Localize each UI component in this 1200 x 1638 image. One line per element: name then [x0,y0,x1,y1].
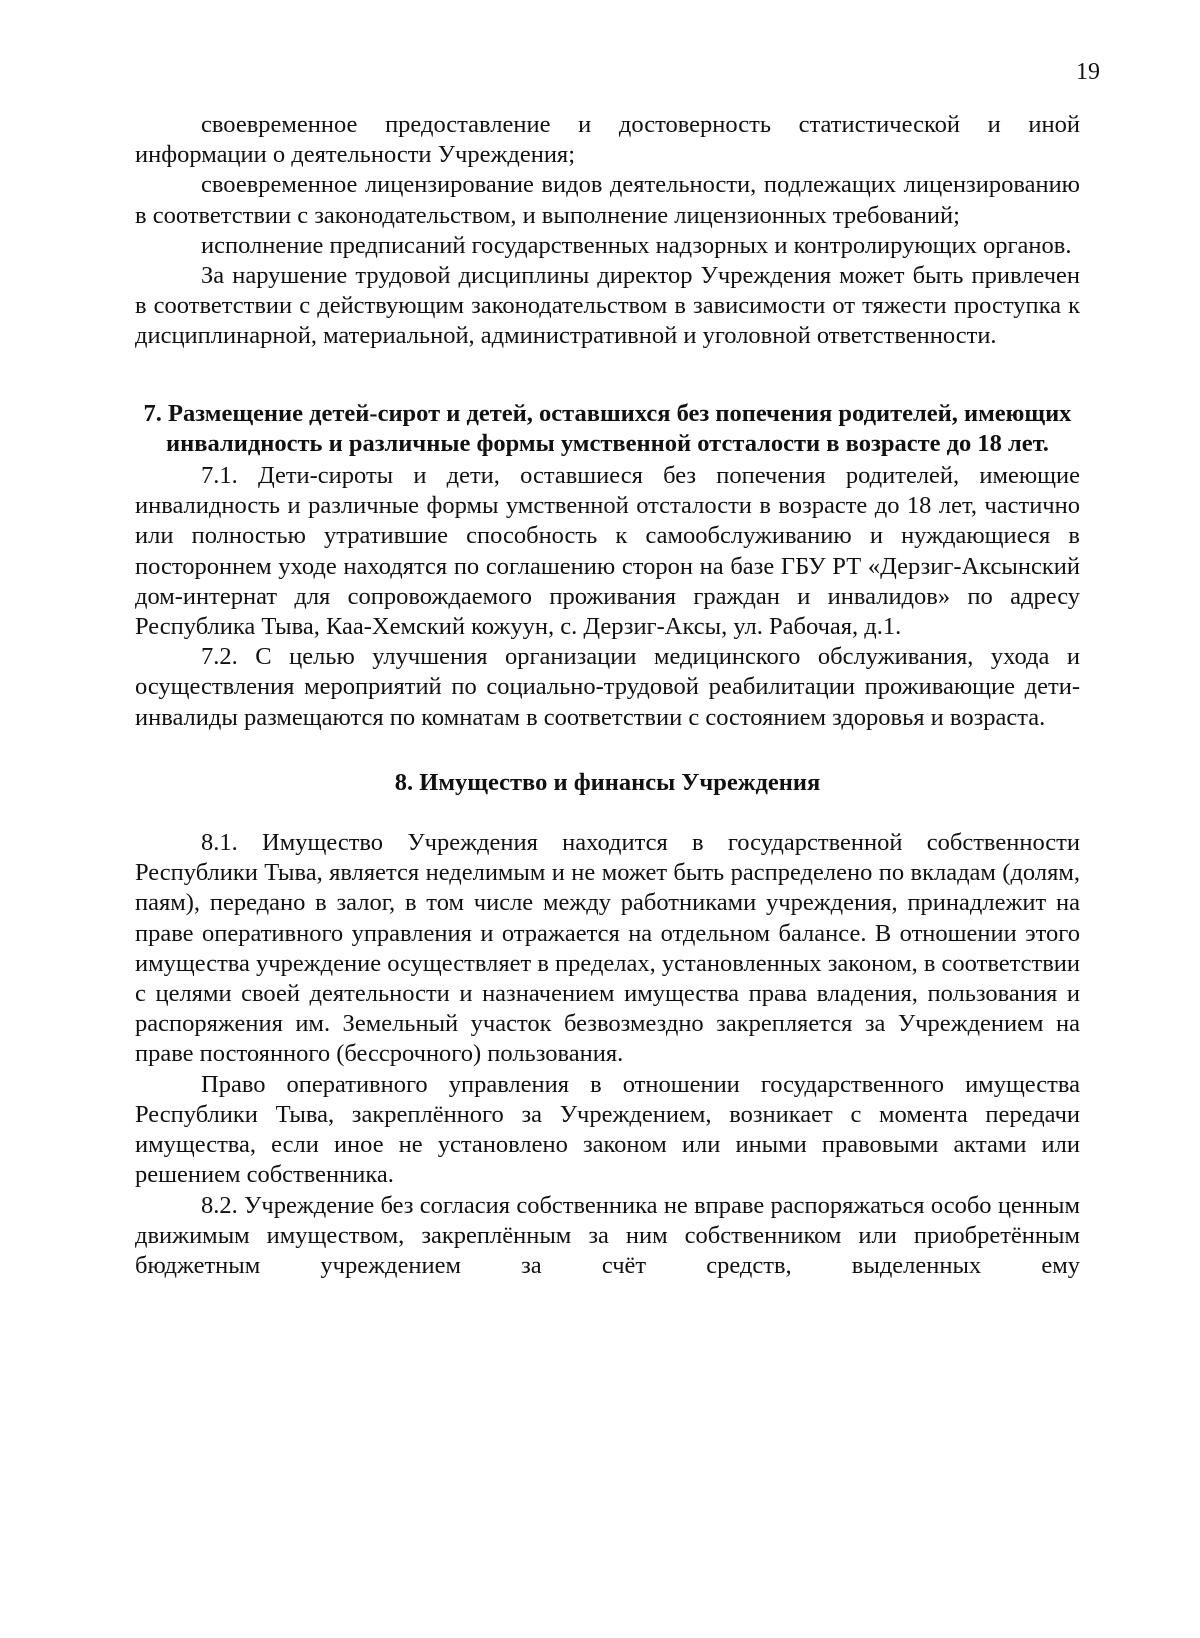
paragraph-7-2: 7.2. С целью улучшения организации медицинского обслуживания, ухода и осуществления мероприятий по социально-трудовой реабилитации проживающие дети-инвалиды размещаются по комнатам в соответствии с состоянием здоровья и возраста. [135,643,1080,731]
paragraph-statistics: своевременное предоставление и достоверность статистической и иной информации о деятельности Учреждения; [135,111,1080,169]
paragraph-8-1: 8.1. Имущество Учреждения находится в государственной собственности Республики Тыва, является неделимым и не может быть распределено по вкладам (долям, паям), передано в залог, в том числе между работниками учреждения, принадлежит на праве оперативного управления и отражается на отдельном балансе. В отношении этого имущества учреждение осуществляет в пределах, установленных законом, в соответствии с целями своей деятельности и назначением имущества права владения, пользования и распоряжения им. Земельный участок безвозмездно закрепляется за Учреждением на праве постоянного (бессрочного) пользования. [135,829,1080,1068]
document-body [135,110,1080,1281]
paragraph-8-2: 8.2. Учреждение без согласия собственника не вправе распоряжаться особо ценным движимым имуществом, закреплённым за ним собственником или приобретённым бюджетным учреждением за счёт средств, выделенных ему [135,1191,1080,1279]
paragraph-licensing: своевременное лицензирование видов деятельности, подлежащих лицензированию в соответствии с законодательством, и выполнение лицензионных требований; [135,171,1080,229]
section-7-heading: 7. Размещение детей-сирот и детей, оставшихся без попечения родителей, имеющих инвалидность и различные формы умственной отсталости в возрасте до 18 лет. [143,399,1072,457]
page-number: 19 [1076,59,1100,85]
paragraph-operative-management: Право оперативного управления в отношении государственного имущества Республики Тыва, закреплённого за Учреждением, возникает с момента передачи имущества, если иное не установлено законом или иными правовыми актами или решением собственника. [135,1070,1080,1189]
paragraph-supervisory-orders: исполнение предписаний государственных надзорных и контролирующих органов. [201,231,1072,259]
section-8-heading: 8. Имущество и финансы Учреждения [394,768,821,796]
paragraph-7-1: 7.1. Дети-сироты и дети, оставшиеся без попечения родителей, имеющие инвалидность и различные формы умственной отсталости в возрасте до 18 лет, частично или полностью утратившие способность к самообслуживанию и нуждающиеся в постороннем уходе находятся по соглашению сторон на базе ГБУ РТ «Дерзиг-Аксынский дом-интернат для сопровождаемого проживания граждан и инвалидов» по адресу Республика Тыва, Каа-Хемский кожуун, с. Дерзиг-Аксы, ул. Рабочая, д.1. [135,462,1080,641]
paragraph-discipline: За нарушение трудовой дисциплины директор Учреждения может быть привлечен в соответствии с действующим законодательством в зависимости от тяжести проступка к дисциплинарной, материальной, административной и уголовной ответственности. [135,262,1080,350]
